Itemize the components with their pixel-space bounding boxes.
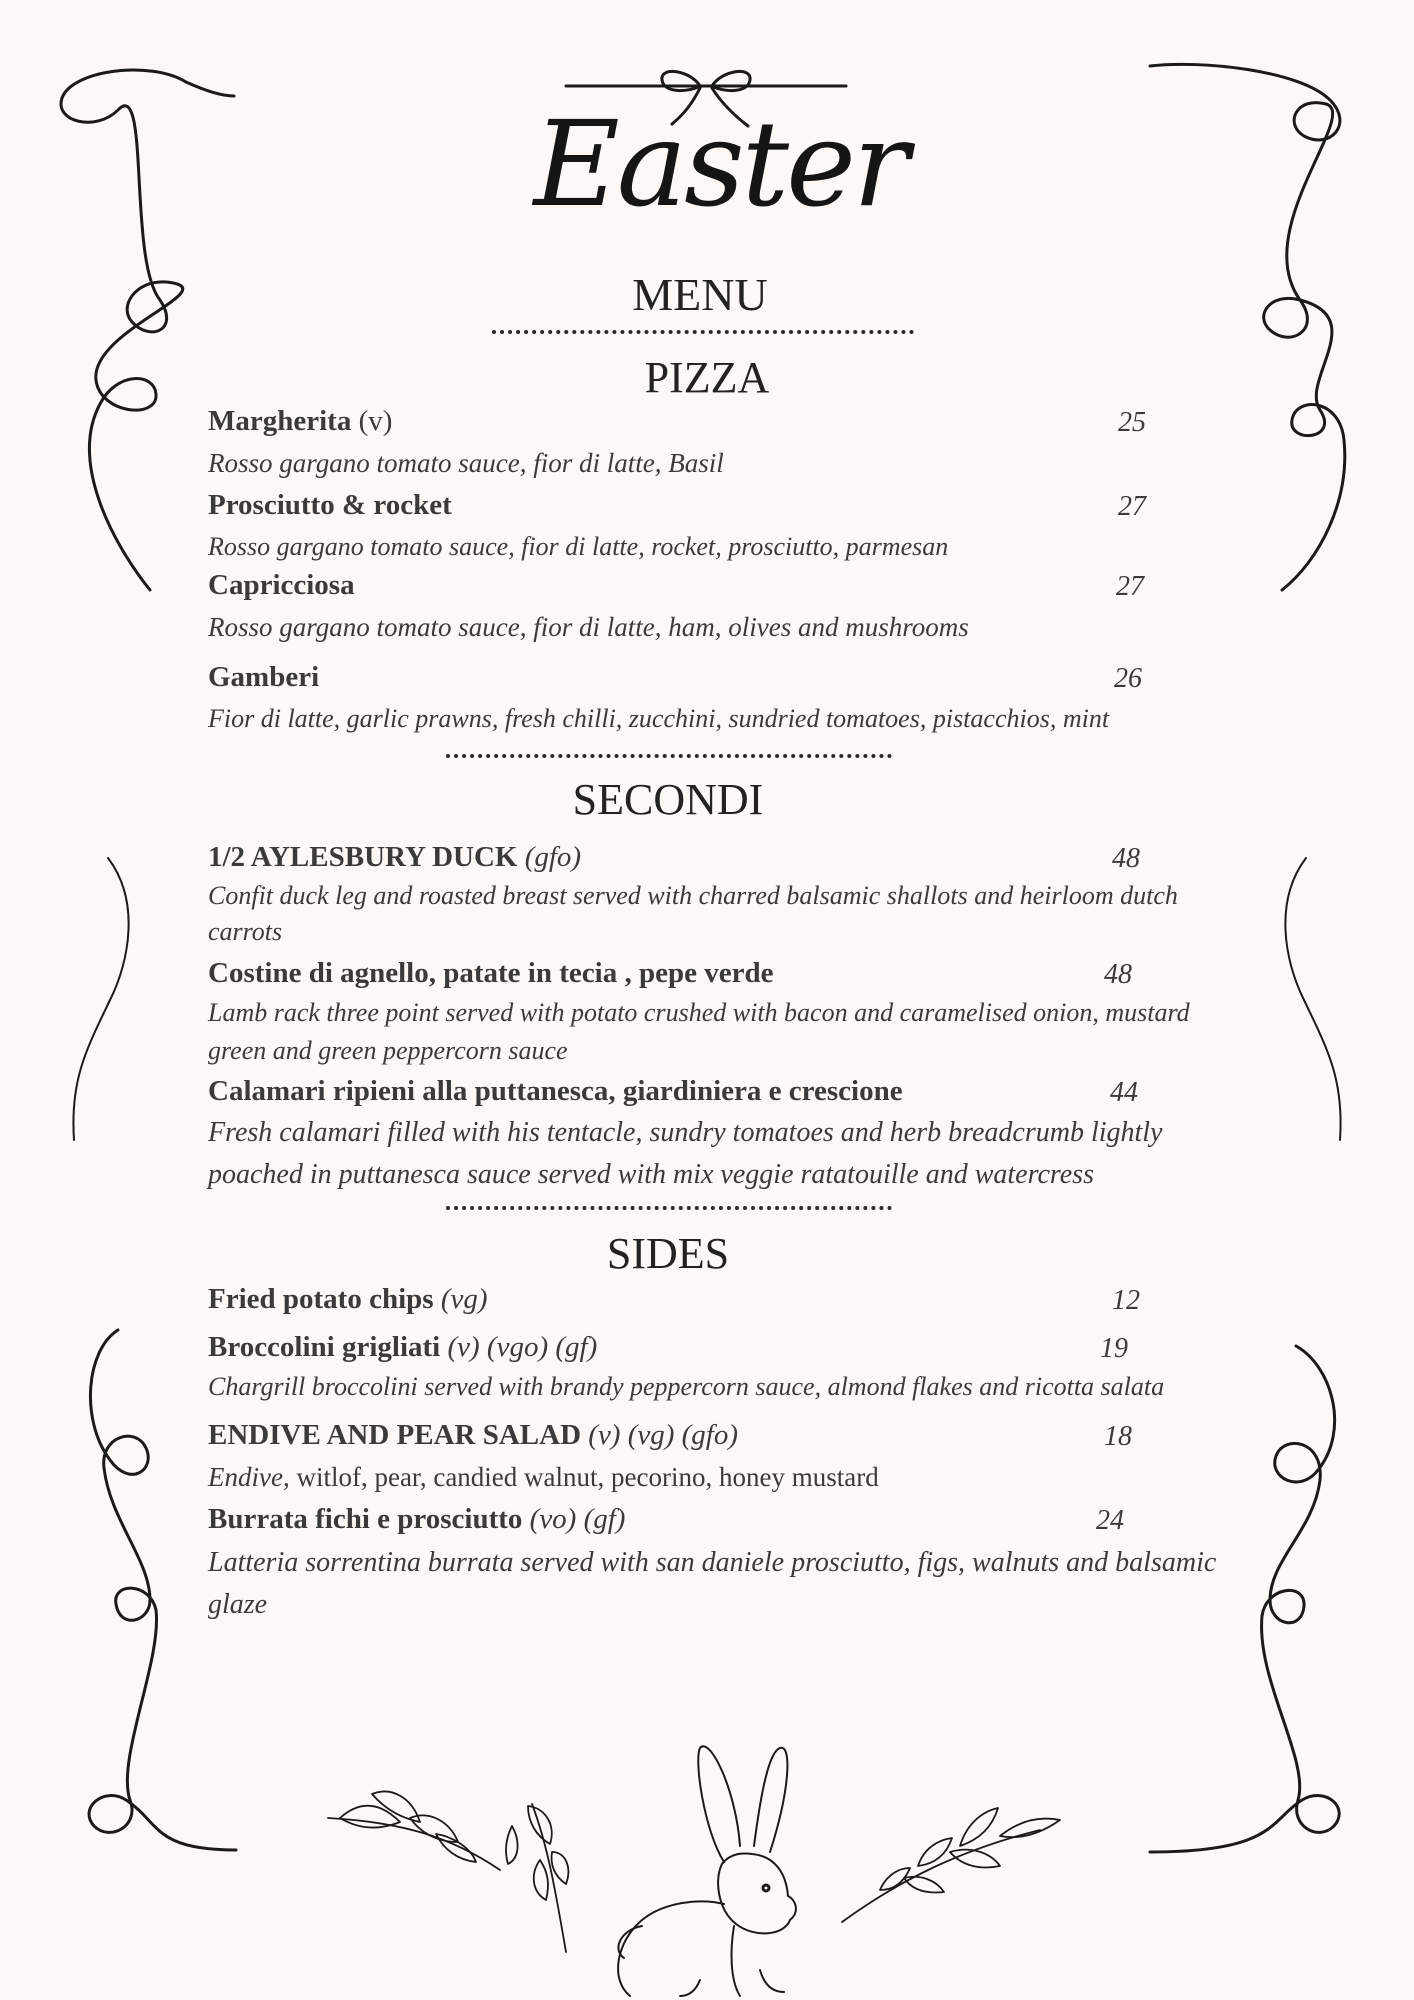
menu-item-name: Broccolini grigliati (v) (vgo) (gf) [208, 1331, 598, 1363]
menu-item-price: 27 [1116, 571, 1144, 602]
menu-subtitle: MENU [632, 269, 768, 320]
divider-secondi [446, 1206, 892, 1210]
menu-item-price: 48 [1112, 843, 1140, 874]
menu-item-name: Costine di agnello, patate in tecia , pepe verde [208, 957, 774, 989]
bunny-icon [618, 1746, 796, 1996]
menu-item-price: 19 [1100, 1333, 1128, 1364]
bracket-right-icon [1285, 858, 1340, 1140]
menu-item-name: Margherita (v) [208, 405, 393, 437]
menu-item-price: 48 [1104, 959, 1132, 990]
menu-item-description: Rosso gargano tomato sauce, fior di latte, Basil [208, 448, 724, 478]
menu-item-description: Latteria sorrentina burrata served with san daniele prosciutto, figs, walnuts and balsamic glaze [208, 1547, 1217, 1620]
menu-item-price: 18 [1104, 1421, 1132, 1452]
leaf-branch-left-icon [328, 1792, 568, 1952]
menu-item-description: Rosso gargano tomato sauce, fior di latte, rocket, prosciutto, parmesan [208, 532, 949, 561]
menu-item-price: 44 [1110, 1077, 1138, 1108]
menu-title: Easter [533, 95, 907, 233]
section-title-secondi: SECONDI [572, 775, 764, 824]
menu-item-price: 24 [1096, 1505, 1124, 1536]
menu-item-description: Fresh calamari filled with his tentacle, sundry tomatoes and herb breadcrumb lightly poached in puttanesca sauce served with mix veggie ratatouille and watercress [208, 1117, 1163, 1190]
divider-top [492, 330, 914, 334]
menu-item-description: Rosso gargano tomato sauce, fior di latte, ham, olives and mushrooms [208, 612, 969, 642]
menu-item-description: Chargrill broccolini served with brandy peppercorn sauce, almond flakes and ricotta salata [208, 1372, 1165, 1401]
menu-item-description: Confit duck leg and roasted breast served with charred balsamic shallots and heirloom dutch carrots [208, 881, 1178, 946]
section-title-sides: SIDES [606, 1229, 730, 1278]
leaf-branch-right-icon [842, 1808, 1060, 1922]
menu-item-price: 27 [1118, 491, 1146, 522]
divider-pizza [446, 754, 892, 758]
menu-item-name: 1/2 AYLESBURY DUCK (gfo) [208, 841, 582, 873]
menu-item-description: Lamb rack three point served with potato crushed with bacon and caramelised onion, mustard green and green peppercorn sauce [208, 998, 1190, 1065]
menu-item-price: 26 [1114, 663, 1142, 694]
menu-item-name: Fried potato chips (vg) [208, 1283, 488, 1315]
menu-item-price: 12 [1112, 1285, 1140, 1316]
menu-item-price: 25 [1118, 407, 1146, 438]
menu-item-name: Calamari ripieni alla puttanesca, giardiniera e crescione [208, 1075, 903, 1107]
flourish-top-right-icon [1150, 64, 1345, 590]
section-title-pizza: PIZZA [644, 353, 770, 402]
menu-item-description: Fior di latte, garlic prawns, fresh chilli, zucchini, sundried tomatoes, pistacchios, mint [208, 704, 1110, 733]
menu-item-name: ENDIVE AND PEAR SALAD (v) (vg) (gfo) [208, 1419, 739, 1451]
menu-item-name: Prosciutto & rocket [208, 489, 452, 521]
menu-item-name: Capricciosa [208, 569, 355, 601]
menu-item-name: Burrata fichi e prosciutto (vo) (gf) [208, 1503, 626, 1535]
menu-item-description: Endive, witlof, pear, candied walnut, pecorino, honey mustard [208, 1462, 879, 1492]
menu-item-name: Gamberi [208, 661, 320, 693]
bracket-left-icon [73, 858, 128, 1140]
